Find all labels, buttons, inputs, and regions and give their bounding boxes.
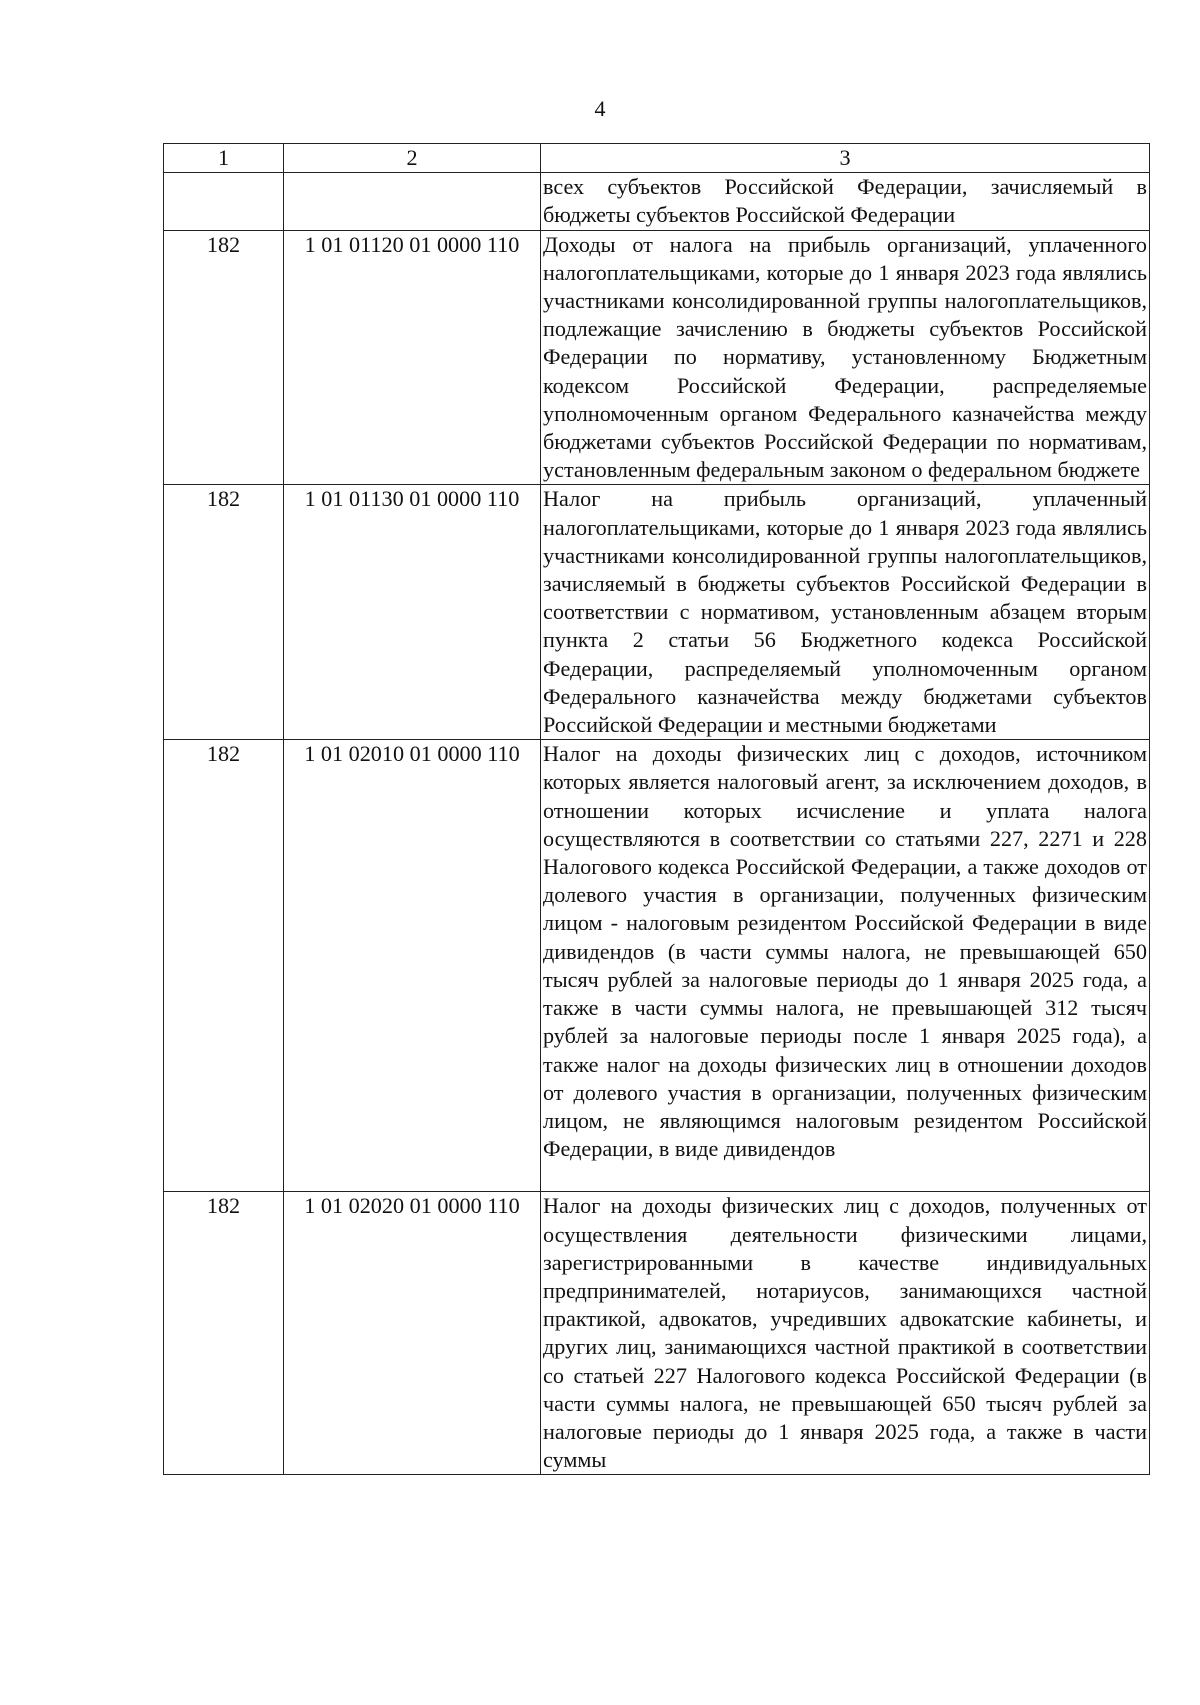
description-text: всех субъектов Российской Федерации, зачисляемый в бюджеты субъектов Российской Федерации	[543, 174, 1147, 228]
budget-code-cell: 1 01 02020 01 0000 110	[284, 1192, 541, 1475]
page-number: 4	[594, 96, 606, 121]
admin-code-cell: 182	[164, 230, 284, 485]
table-row	[164, 173, 1150, 230]
admin-code-cell	[164, 173, 284, 230]
description-cell	[541, 1192, 1150, 1475]
revenue-codes-table	[163, 143, 1150, 1475]
table-header-row	[164, 144, 1150, 173]
table-row	[164, 230, 1150, 485]
column-header-2: 2	[284, 144, 541, 173]
description-cell	[541, 740, 1150, 1192]
table-row	[164, 485, 1150, 740]
table-row	[164, 1192, 1150, 1475]
table-row	[164, 740, 1150, 1192]
admin-code-cell: 182	[164, 485, 284, 740]
column-header-1: 1	[164, 144, 284, 173]
description-text: Налог на доходы физических лиц с доходов, источником которых является налоговый агент, за исключением доходов, в отношении которых исчисление и уплата налога осуществляются в соответствии со статьями 227, 2271 и 228 Налогового кодекса Российской Федерации, а также доходов от долевого участия в организации, полученных физическим лицом - налоговым резидентом Российской Федерации в виде дивидендов (в части суммы налога, не превышающей 650 тысяч рублей за налоговые периоды до 1 января 2025 года, а также в части суммы налога, не превышающей 312 тысяч рублей за налоговые периоды после 1 января 2025 года), а также налог на доходы физических лиц в отношении доходов от долевого участия в организации, полученных физическим лицом, не являющимся налоговым резидентом Российской Федерации, в виде дивидендов	[543, 741, 1147, 1162]
budget-code-cell	[284, 173, 541, 230]
budget-code-cell: 1 01 02010 01 0000 110	[284, 740, 541, 1192]
budget-code-cell: 1 01 01130 01 0000 110	[284, 485, 541, 740]
description-cell	[541, 173, 1150, 230]
description-cell	[541, 485, 1150, 740]
description-text: Налог на прибыль организаций, уплаченный налогоплательщиками, которые до 1 января 2023 года являлись участниками консолидированной группы налогоплательщиков, зачисляемый в бюджеты субъектов Российской Федерации в соответствии с нормативом, установленным абзацем вторым пункта 2 статьи 56 Бюджетного кодекса Российской Федерации, распределяемый уполномоченным органом Федерального казначейства между бюджетами субъектов Российской Федерации и местными бюджетами	[543, 486, 1147, 738]
admin-code-cell: 182	[164, 740, 284, 1192]
budget-code-cell: 1 01 01120 01 0000 110	[284, 230, 541, 485]
description-text: Налог на доходы физических лиц с доходов, полученных от осуществления деятельности физическими лицами, зарегистрированными в качестве индивидуальных предпринимателей, нотариусов, занимающихся частной практикой, адвокатов, учредивших адвокатские кабинеты, и других лиц, занимающихся частной практикой в соответствии со статьей 227 Налогового кодекса Российской Федерации (в части суммы налога, не превышающей 650 тысяч рублей за налоговые периоды до 1 января 2025 года, а также в части суммы	[543, 1193, 1147, 1473]
description-text: Доходы от налога на прибыль организаций, уплаченного налогоплательщиками, которые до 1 января 2023 года являлись участниками консолидированной группы налогоплательщиков, подлежащие зачислению в бюджеты субъектов Российской Федерации по нормативу, установленному Бюджетным кодексом Российской Федерации, распределяемые уполномоченным органом Федерального казначейства между бюджетами субъектов Российской Федерации по нормативам, установленным федеральным законом о федеральном бюджете	[543, 231, 1147, 483]
description-cell	[541, 230, 1150, 485]
admin-code-cell: 182	[164, 1192, 284, 1475]
column-header-3: 3	[541, 144, 1150, 173]
